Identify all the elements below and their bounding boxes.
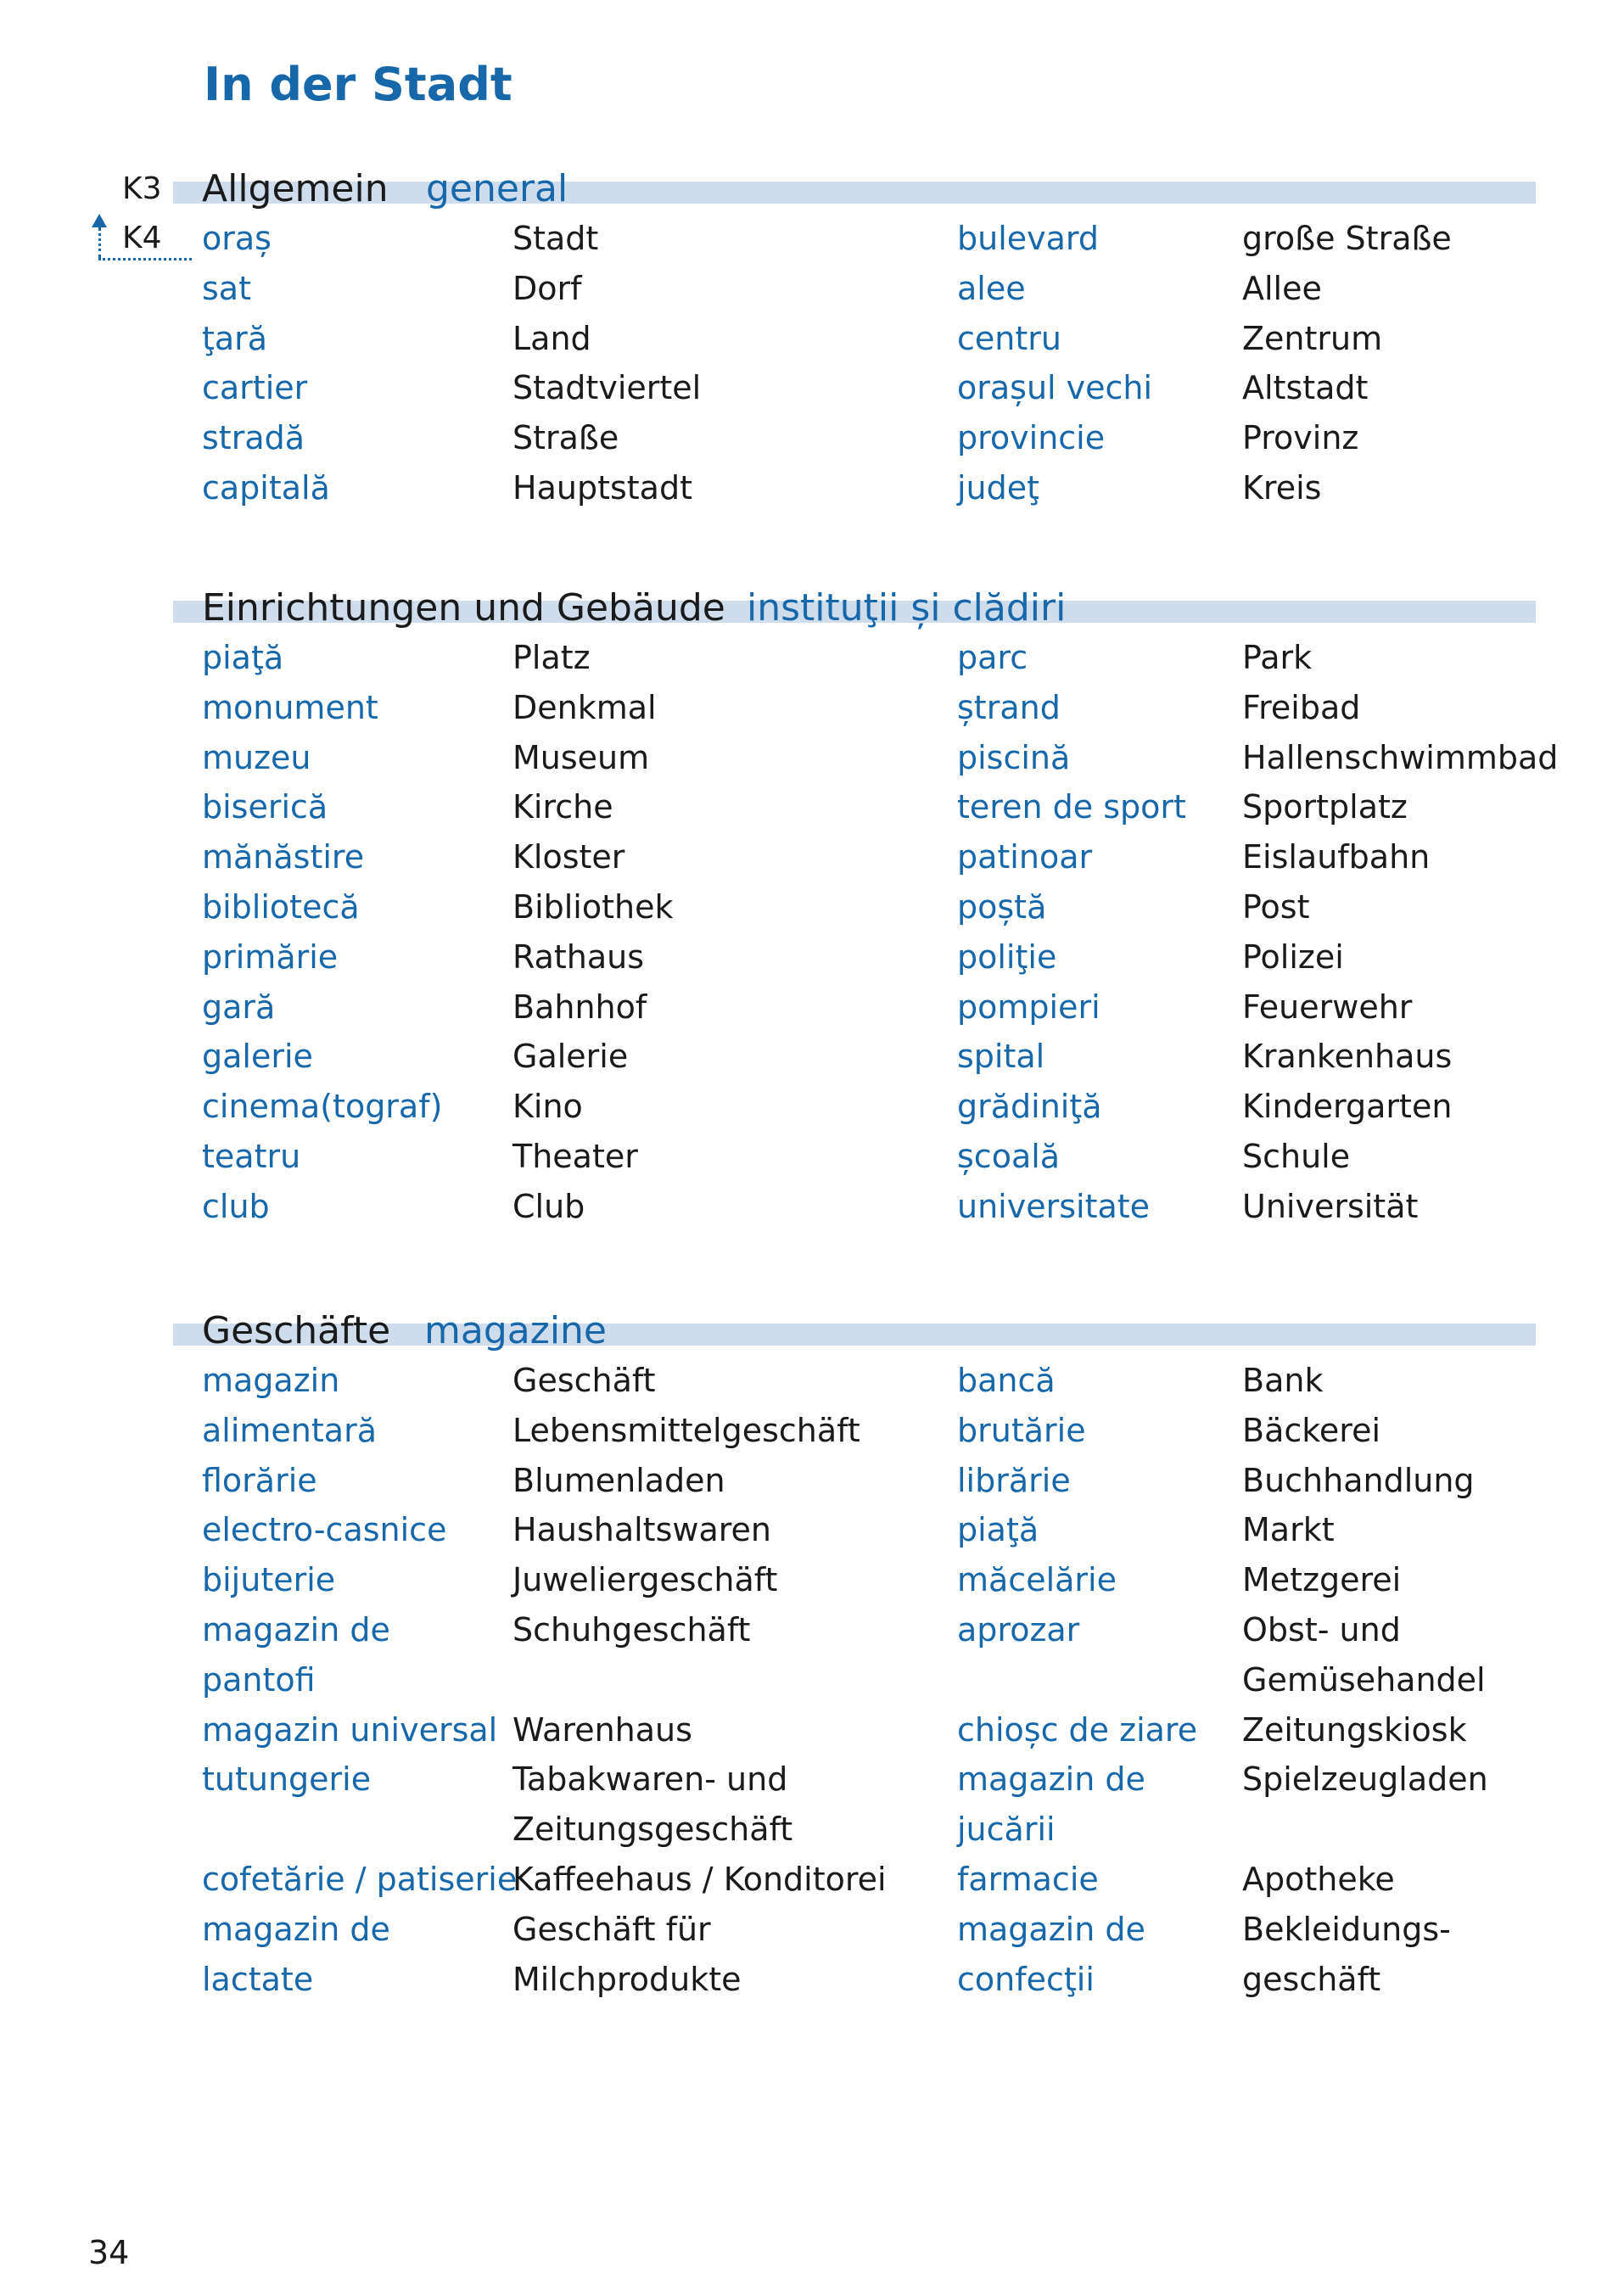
german-term: Warenhaus bbox=[512, 1710, 692, 1749]
romanian-term: piaţă bbox=[202, 639, 284, 676]
vocab-row bbox=[0, 1356, 1624, 1406]
romanian-term: magazin de pantofi bbox=[202, 1610, 390, 1699]
german-term: Kaffeehaus / Konditorei bbox=[512, 1860, 887, 1898]
romanian-term: club bbox=[202, 1187, 270, 1225]
german-term: Kreis bbox=[1242, 468, 1322, 507]
romanian-term: aprozar bbox=[957, 1610, 1080, 1648]
vocab-row bbox=[0, 782, 1624, 832]
page-title: In der Stadt bbox=[204, 58, 512, 111]
german-term: Theater bbox=[512, 1137, 638, 1175]
romanian-term: bijuterie bbox=[202, 1561, 336, 1599]
romanian-term: bulevard bbox=[957, 220, 1099, 257]
german-term: Stadtviertel bbox=[512, 369, 702, 407]
german-term: Kino bbox=[512, 1088, 583, 1126]
vocab-row bbox=[0, 1555, 1624, 1605]
page-number: 34 bbox=[88, 2234, 130, 2271]
german-term: Altstadt bbox=[1242, 369, 1369, 407]
vocab-row bbox=[0, 1182, 1624, 1232]
romanian-term: ţară bbox=[202, 319, 268, 357]
vocab-row bbox=[0, 1082, 1624, 1132]
romanian-term: magazin de lactate bbox=[202, 1910, 390, 1998]
romanian-term: capitală bbox=[202, 468, 330, 507]
romanian-term: oraș bbox=[202, 220, 272, 257]
vocab-row bbox=[0, 982, 1624, 1033]
german-term: Kindergarten bbox=[1242, 1088, 1453, 1126]
romanian-term: florărie bbox=[202, 1461, 317, 1499]
romanian-term: teren de sport bbox=[957, 788, 1186, 826]
german-term: Krankenhaus bbox=[1242, 1038, 1453, 1076]
german-term: Bahnhof bbox=[512, 988, 647, 1026]
vocab-row bbox=[0, 932, 1624, 982]
romanian-term: sat bbox=[202, 269, 251, 307]
romanian-term: universitate bbox=[957, 1187, 1151, 1225]
german-term: Obst- und Gemüsehandel bbox=[1242, 1610, 1486, 1699]
vocab-row bbox=[0, 314, 1624, 364]
romanian-term: stradă bbox=[202, 419, 305, 457]
german-term: Feuerwehr bbox=[1242, 988, 1413, 1026]
vocab-row bbox=[0, 633, 1624, 683]
german-term: Schuhgeschäft bbox=[512, 1610, 751, 1648]
german-term: Haushaltswaren bbox=[512, 1511, 771, 1549]
romanian-term: mănăstire bbox=[202, 838, 365, 876]
romanian-term: monument bbox=[202, 688, 378, 726]
romanian-term: magazin universal bbox=[202, 1710, 498, 1749]
romanian-term: magazin de confecţii bbox=[957, 1910, 1145, 1998]
vocab-row bbox=[0, 1605, 1624, 1705]
vocab-list bbox=[0, 633, 1624, 1232]
romanian-term: spital bbox=[957, 1038, 1045, 1076]
section-geschaefte bbox=[0, 1307, 1624, 2004]
vocab-row bbox=[0, 1905, 1624, 2005]
section-title-de: Geschäfte bbox=[202, 1309, 391, 1352]
german-term: Geschäft für Milchprodukte bbox=[512, 1910, 742, 1998]
german-term: Spielzeugladen bbox=[1242, 1760, 1488, 1799]
romanian-term: galerie bbox=[202, 1038, 313, 1076]
romanian-term: piaţă bbox=[957, 1511, 1039, 1549]
vocab-list bbox=[0, 214, 1624, 513]
romanian-term: provincie bbox=[957, 419, 1106, 457]
german-term: Polizei bbox=[1242, 938, 1344, 976]
german-term: Stadt bbox=[512, 220, 599, 257]
vocab-row bbox=[0, 1132, 1624, 1182]
german-term: Kirche bbox=[512, 788, 613, 826]
german-term: Markt bbox=[1242, 1511, 1335, 1549]
german-term: Buchhandlung bbox=[1242, 1461, 1475, 1499]
german-term: Schule bbox=[1242, 1137, 1351, 1175]
romanian-term: primărie bbox=[202, 938, 339, 976]
romanian-term: centru bbox=[957, 319, 1061, 357]
section-title-ro: general bbox=[426, 167, 568, 210]
romanian-term: școală bbox=[957, 1137, 1061, 1175]
vocab-row bbox=[0, 413, 1624, 463]
german-term: Land bbox=[512, 319, 591, 357]
romanian-term: parc bbox=[957, 639, 1028, 676]
romanian-term: ștrand bbox=[957, 688, 1061, 726]
section-title-de: Einrichtungen und Gebäude bbox=[202, 586, 725, 630]
german-term: Geschäft bbox=[512, 1362, 656, 1399]
german-term: Zeitungskiosk bbox=[1242, 1710, 1467, 1749]
romanian-term: orașul vechi bbox=[957, 369, 1153, 407]
vocab-row bbox=[0, 363, 1624, 413]
romanian-term: teatru bbox=[202, 1137, 301, 1175]
romanian-term: cofetărie / patiserie bbox=[202, 1860, 518, 1898]
german-term: Galerie bbox=[512, 1038, 629, 1076]
vocab-row bbox=[0, 1406, 1624, 1456]
vocab-row bbox=[0, 463, 1624, 513]
german-term: Eislaufbahn bbox=[1242, 838, 1431, 876]
german-term: Bekleidungs- geschäft bbox=[1242, 1910, 1451, 1998]
german-term: Club bbox=[512, 1187, 585, 1225]
german-term: Park bbox=[1242, 639, 1313, 676]
german-term: Straße bbox=[512, 419, 619, 457]
german-term: Lebensmittelgeschäft bbox=[512, 1411, 860, 1449]
level-k4-label: K4 bbox=[122, 221, 162, 255]
romanian-term: electro-casnice bbox=[202, 1511, 447, 1549]
german-term: Hallenschwimmbad bbox=[1242, 738, 1559, 776]
vocab-row bbox=[0, 1032, 1624, 1082]
romanian-term: magazin de jucării bbox=[957, 1760, 1145, 1849]
german-term: Hauptstadt bbox=[512, 468, 692, 507]
romanian-term: măcelărie bbox=[957, 1561, 1117, 1599]
german-term: Post bbox=[1242, 887, 1310, 926]
german-term: Bäckerei bbox=[1242, 1411, 1381, 1449]
vocab-row bbox=[0, 1505, 1624, 1555]
vocab-row bbox=[0, 1755, 1624, 1855]
vocab-row bbox=[0, 882, 1624, 932]
romanian-term: pompieri bbox=[957, 988, 1100, 1026]
romanian-term: muzeu bbox=[202, 738, 311, 776]
german-term: Dorf bbox=[512, 269, 582, 307]
romanian-term: biserică bbox=[202, 788, 328, 826]
german-term: Metzgerei bbox=[1242, 1561, 1402, 1599]
romanian-term: grădiniţă bbox=[957, 1088, 1102, 1126]
german-term: Tabakwaren- und Zeitungsgeschäft bbox=[512, 1760, 793, 1849]
section-allgemein bbox=[0, 165, 1624, 513]
romanian-term: brutărie bbox=[957, 1411, 1086, 1449]
romanian-term: cinema(tograf) bbox=[202, 1088, 443, 1126]
german-term: Bank bbox=[1242, 1362, 1324, 1399]
vocab-row bbox=[0, 1705, 1624, 1755]
german-term: Bibliothek bbox=[512, 887, 674, 926]
romanian-term: librărie bbox=[957, 1461, 1071, 1499]
romanian-term: bibliotecă bbox=[202, 887, 360, 926]
vocab-row bbox=[0, 733, 1624, 783]
vocab-list bbox=[0, 1356, 1624, 2004]
section-header bbox=[0, 1307, 1624, 1356]
german-term: Denkmal bbox=[512, 688, 657, 726]
german-term: Rathaus bbox=[512, 938, 645, 976]
german-term: Kloster bbox=[512, 838, 625, 876]
german-term: Juweliergeschäft bbox=[512, 1561, 778, 1599]
section-title-ro: magazine bbox=[424, 1309, 607, 1352]
section-header bbox=[0, 584, 1624, 633]
section-header bbox=[0, 165, 1624, 214]
romanian-term: judeţ bbox=[957, 468, 1040, 507]
german-term: Blumenladen bbox=[512, 1461, 725, 1499]
romanian-term: poliţie bbox=[957, 938, 1057, 976]
romanian-term: magazin bbox=[202, 1362, 340, 1399]
level-k3-label: K3 bbox=[122, 171, 162, 206]
vocab-row bbox=[0, 264, 1624, 314]
romanian-term: alimentară bbox=[202, 1411, 377, 1449]
romanian-term: cartier bbox=[202, 369, 308, 407]
section-title-ro: instituţii și clădiri bbox=[747, 586, 1067, 630]
romanian-term: chioșc de ziare bbox=[957, 1710, 1198, 1749]
romanian-term: poștă bbox=[957, 887, 1047, 926]
vocab-row bbox=[0, 683, 1624, 733]
german-term: Apotheke bbox=[1242, 1860, 1395, 1898]
romanian-term: piscină bbox=[957, 738, 1071, 776]
german-term: Museum bbox=[512, 738, 650, 776]
romanian-term: patinoar bbox=[957, 838, 1093, 876]
german-term: Allee bbox=[1242, 269, 1322, 307]
romanian-term: gară bbox=[202, 988, 276, 1026]
german-term: Zentrum bbox=[1242, 319, 1383, 357]
vocab-row bbox=[0, 832, 1624, 882]
german-term: Provinz bbox=[1242, 419, 1359, 457]
german-term: Universität bbox=[1242, 1187, 1419, 1225]
romanian-term: farmacie bbox=[957, 1860, 1099, 1898]
german-term: große Straße bbox=[1242, 220, 1452, 257]
romanian-term: alee bbox=[957, 269, 1026, 307]
section-title-de: Allgemein bbox=[202, 167, 389, 210]
section-einrichtungen bbox=[0, 584, 1624, 1232]
german-term: Sportplatz bbox=[1242, 788, 1408, 826]
vocab-row bbox=[0, 1456, 1624, 1506]
romanian-term: bancă bbox=[957, 1362, 1056, 1399]
german-term: Platz bbox=[512, 639, 591, 676]
german-term: Freibad bbox=[1242, 688, 1361, 726]
vocab-row bbox=[0, 214, 1624, 264]
romanian-term: tutungerie bbox=[202, 1760, 372, 1799]
vocab-row bbox=[0, 1855, 1624, 1905]
